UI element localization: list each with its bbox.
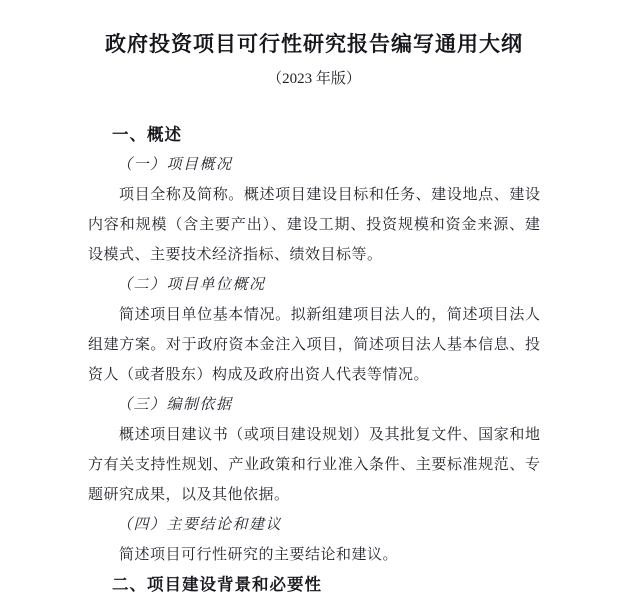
subsection-heading: （四）主要结论和建议 <box>117 517 283 533</box>
section-heading: 一、概述 <box>112 126 182 144</box>
paragraph-line: 项目全称及简称。概述项目建设目标和任务、建设地点、建设 <box>119 187 540 203</box>
subsection-heading: （二）项目单位概况 <box>117 277 266 293</box>
document-body <box>88 120 540 592</box>
paragraph-line: 方有关支持性规划、产业政策和行业准入条件、主要标准规范、专 <box>88 457 540 473</box>
document-subtitle: （2023 年版） <box>267 71 361 87</box>
document-title: 政府投资项目可行性研究报告编写通用大纲 <box>105 32 523 56</box>
paragraph-line: 组建方案。对于政府资本金注入项目，简述项目法人基本信息、投 <box>88 337 540 353</box>
subsection-heading: （一）项目概况 <box>117 157 233 173</box>
paragraph-line: 内容和规模（含主要产出）、建设工期、投资规模和资金来源、建 <box>88 217 540 233</box>
paragraph-line: 设模式、主要技术经济指标、绩效目标等。 <box>88 247 383 263</box>
paragraph-line: 简述项目单位基本情况。拟新组建项目法人的，简述项目法人 <box>119 307 540 323</box>
section-heading: 二、项目建设背景和必要性 <box>112 576 322 592</box>
subsection-heading: （三）编制依据 <box>117 397 233 413</box>
paragraph-line: 概述项目建议书（或项目建设规划）及其批复文件、国家和地 <box>119 427 540 443</box>
paragraph-line: 简述项目可行性研究的主要结论和建议。 <box>119 547 399 563</box>
paragraph-line: 资人（或者股东）构成及政府出资人代表等情况。 <box>88 367 430 383</box>
paragraph-line: 题研究成果，以及其他依据。 <box>88 487 290 503</box>
